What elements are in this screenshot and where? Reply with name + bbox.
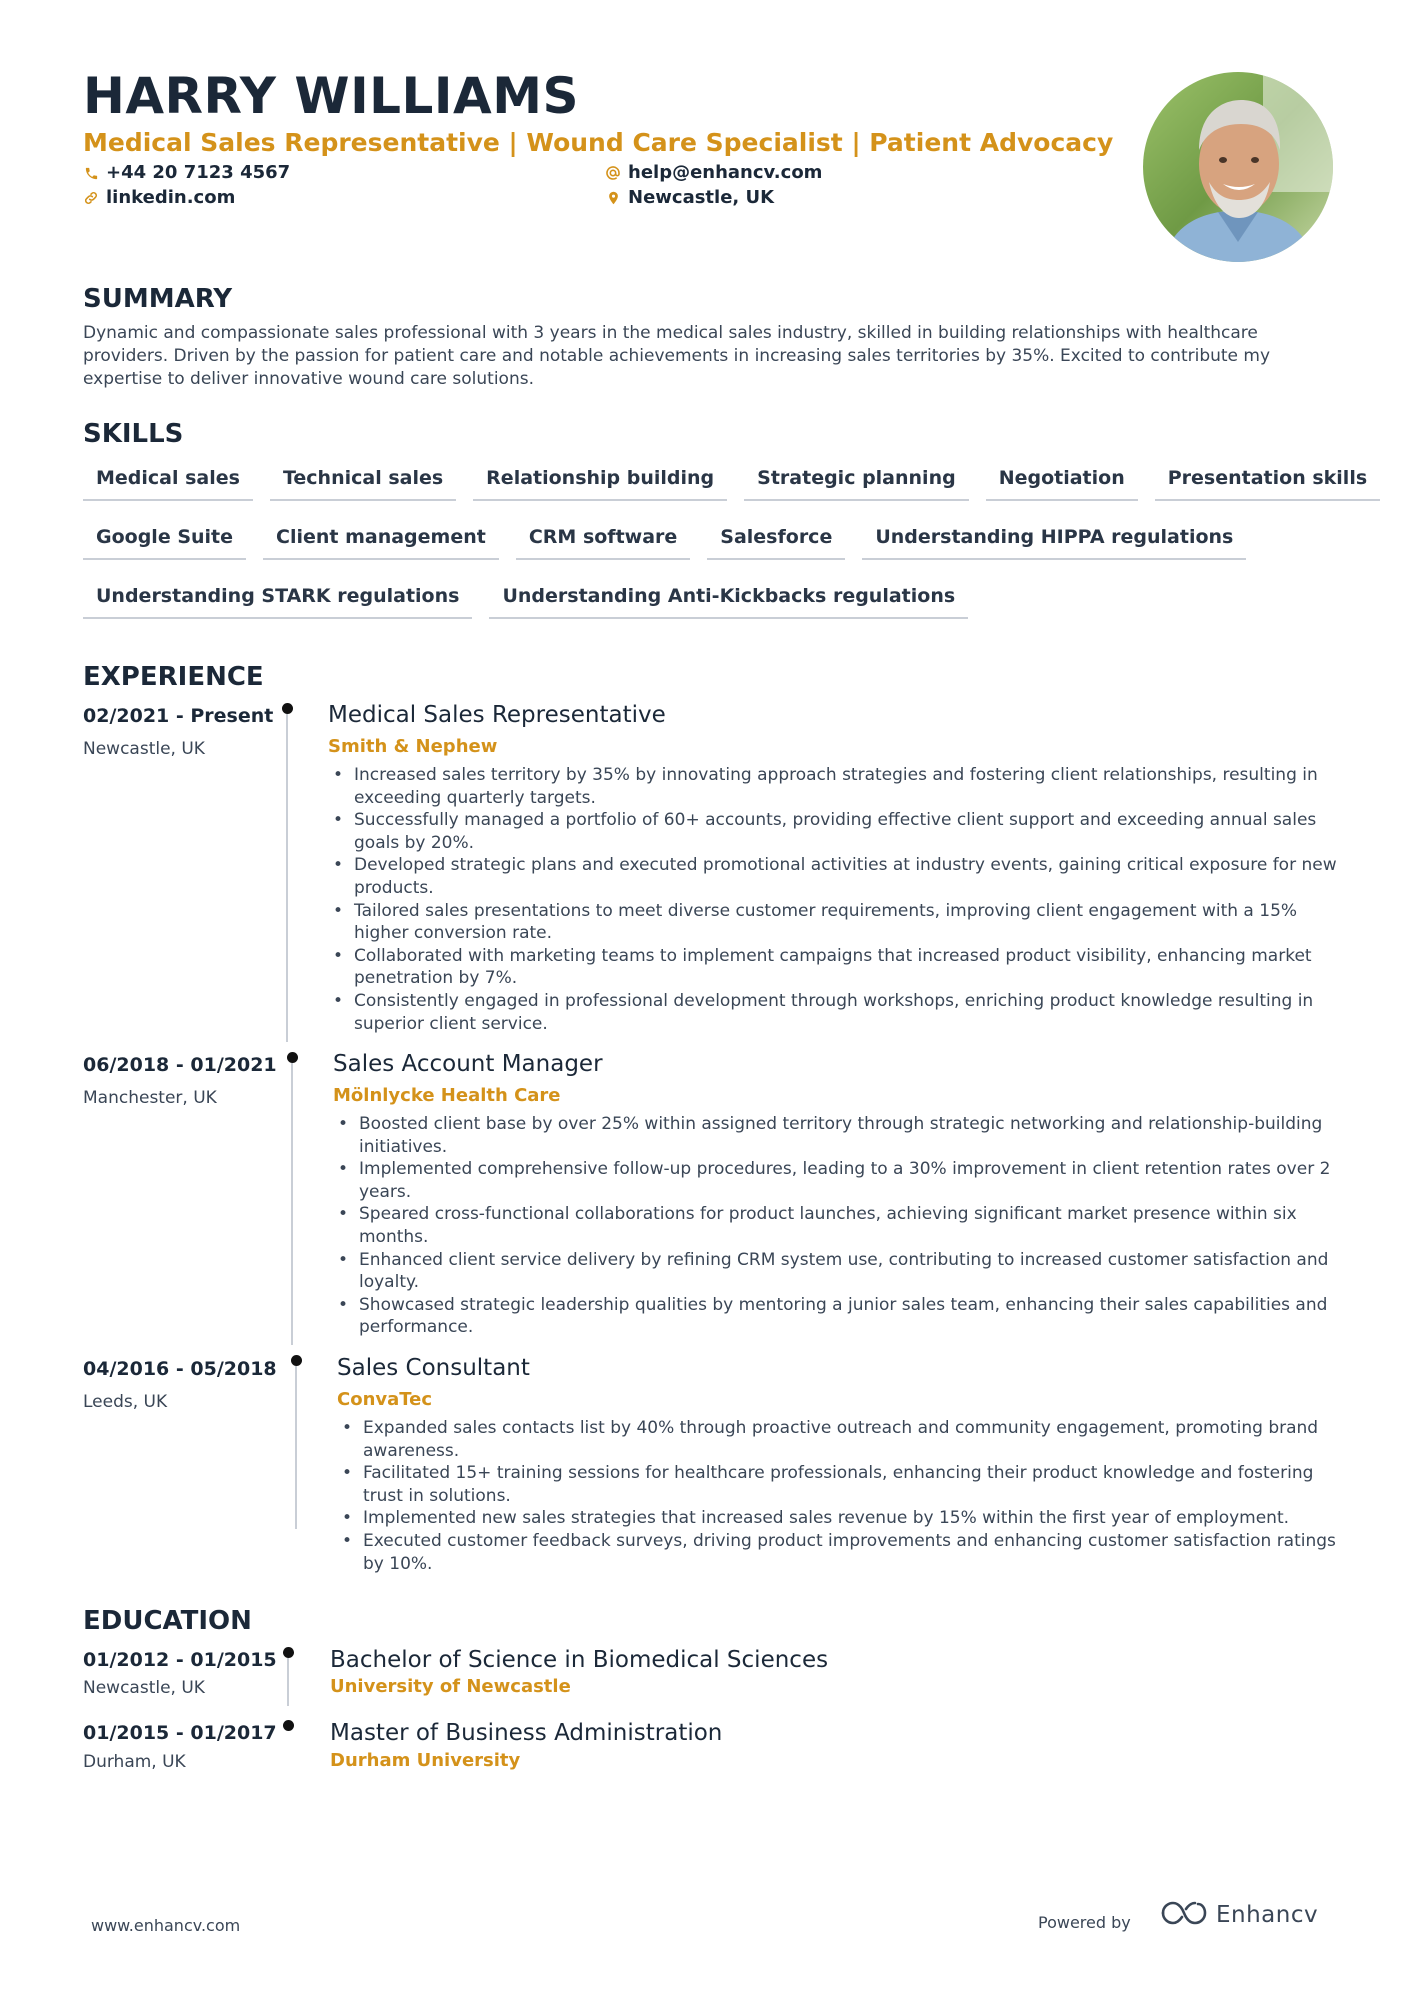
skill-tag: Negotiation [986,459,1138,501]
contact-location [605,186,774,210]
bullet-item: • Tailored sales presentations to meet diverse customer requirements, improving client engagement with a 15% higher conversion rate. [328,900,1338,945]
edu-school: Durham University [330,1750,521,1771]
job-location: Newcastle, UK [83,739,205,759]
job-role: Sales Account Manager [333,1051,603,1077]
bullet-item: • Speared cross-functional collaborations for product launches, achieving significant market presence within six months. [333,1203,1338,1248]
linkedin-text: linkedin.com [106,187,236,208]
skill-tag: Google Suite [83,518,246,560]
contact-linkedin[interactable] [83,186,235,210]
bullet-item: • Boosted client base by over 25% within assigned territory through strategic networking and relationship-building initiatives. [333,1113,1338,1158]
edu-dates: 01/2015 - 01/2017 [83,1722,277,1744]
contact-email[interactable] [605,161,822,185]
skill-row [83,518,1333,560]
timeline-line [286,714,288,1042]
job-bullets [337,1417,1337,1575]
job-role: Sales Consultant [337,1355,530,1381]
bullet-item: • Developed strategic plans and executed promotional activities at industry events, gaining critical exposure for new products. [328,854,1338,899]
skill-tag: Salesforce [707,518,845,560]
enhancv-logo-icon [1160,1900,1208,1930]
job-company: Mölnlycke Health Care [333,1085,561,1106]
skill-row [83,577,1333,619]
edu-location: Newcastle, UK [83,1678,205,1698]
skill-tag: Understanding HIPPA regulations [862,518,1246,560]
skills-title: SKILLS [83,419,184,449]
skill-tag: Understanding Anti-Kickbacks regulations [489,577,968,619]
edu-dates: 01/2012 - 01/2015 [83,1649,277,1671]
job-bullets [333,1113,1338,1339]
footer-url[interactable]: www.enhancv.com [91,1916,241,1935]
bullet-item: • Executed customer feedback surveys, driving product improvements and enhancing customer satisfaction ratings by 10%. [337,1530,1337,1575]
skill-tag: CRM software [516,518,690,560]
summary-text: Dynamic and compassionate sales professional with 3 years in the medical sales industry, skilled in building relationships with healthcare providers. Driven by the passion for patient care and notable achievements in increasing sales territories by 35%. Excited to contribute my expertise to deliver innovative wound care solutions. [83,323,1271,389]
bullet-item: • Consistently engaged in professional development through workshops, enriching product knowledge resulting in superior client service. [328,990,1338,1035]
brand-name: Enhancv [1216,1902,1319,1928]
bullet-item: • Enhanced client service delivery by refining CRM system use, contributing to increased customer satisfaction and loyalty. [333,1249,1338,1294]
skill-tag: Presentation skills [1155,459,1380,501]
summary-title: SUMMARY [83,284,233,314]
timeline-dot [287,1052,298,1063]
timeline-dot [283,1720,294,1731]
brand-logo[interactable] [1160,1900,1318,1930]
location-text: Newcastle, UK [628,187,775,208]
email-text: help@enhancv.com [628,162,823,183]
location-pin-icon [605,190,621,206]
job-location: Leeds, UK [83,1392,168,1412]
job-bullets [328,764,1338,1035]
timeline-line [295,1366,297,1529]
timeline-line [291,1063,293,1345]
timeline-dot [282,703,293,714]
job-company: Smith & Nephew [328,736,498,757]
skill-row [83,459,1368,501]
bullet-item: • Showcased strategic leadership qualities by mentoring a junior sales team, enhancing their sales capabilities and performance. [333,1294,1338,1339]
bullet-item: • Increased sales territory by 35% by innovating approach strategies and fostering client relationships, resulting in exceeding quarterly targets. [328,764,1338,809]
at-icon [605,165,621,181]
experience-title: EXPERIENCE [83,662,264,692]
job-role: Medical Sales Representative [328,702,666,728]
skill-tag: Client management [263,518,499,560]
skill-tag: Strategic planning [744,459,969,501]
edu-degree: Bachelor of Science in Biomedical Sciences [330,1647,829,1673]
powered-by-text: Powered by [1038,1913,1131,1932]
edu-degree: Master of Business Administration [330,1720,723,1746]
skill-tag: Medical sales [83,459,253,501]
bullet-item: • Successfully managed a portfolio of 60+ accounts, providing effective client support and exceeding annual sales goals by 20%. [328,809,1338,854]
timeline-line [287,1658,289,1706]
candidate-name: HARRY WILLIAMS [83,67,579,125]
phone-text: +44 20 7123 4567 [106,162,291,183]
education-title: EDUCATION [83,1606,252,1636]
phone-icon [83,165,99,181]
timeline-dot [291,1355,302,1366]
job-location: Manchester, UK [83,1088,217,1108]
edu-location: Durham, UK [83,1752,186,1772]
bullet-item: • Implemented comprehensive follow-up procedures, leading to a 30% improvement in client retention rates over 2 years. [333,1158,1338,1203]
job-dates: 02/2021 - Present [83,705,274,727]
timeline-dot [283,1647,294,1658]
link-icon [83,190,99,206]
job-company: ConvaTec [337,1389,433,1410]
bullet-item: • Collaborated with marketing teams to implement campaigns that increased product visibility, enhancing market penetration by 7%. [328,945,1338,990]
edu-school: University of Newcastle [330,1676,571,1697]
bullet-item: • Expanded sales contacts list by 40% through proactive outreach and community engagement, promoting brand awareness. [337,1417,1337,1462]
skill-tag: Relationship building [473,459,727,501]
job-dates: 04/2016 - 05/2018 [83,1358,277,1380]
job-dates: 06/2018 - 01/2021 [83,1054,277,1076]
skill-tag: Understanding STARK regulations [83,577,472,619]
profile-photo [1143,72,1333,262]
bullet-item: • Facilitated 15+ training sessions for healthcare professionals, enhancing their product knowledge and fostering trust in solutions. [337,1462,1337,1507]
bullet-item: • Implemented new sales strategies that increased sales revenue by 15% within the first year of employment. [337,1507,1337,1530]
contact-phone [83,161,290,185]
headline: Medical Sales Representative | Wound Care Specialist | Patient Advocacy [83,128,1114,157]
skills-list [83,459,1368,636]
skill-tag: Technical sales [270,459,456,501]
